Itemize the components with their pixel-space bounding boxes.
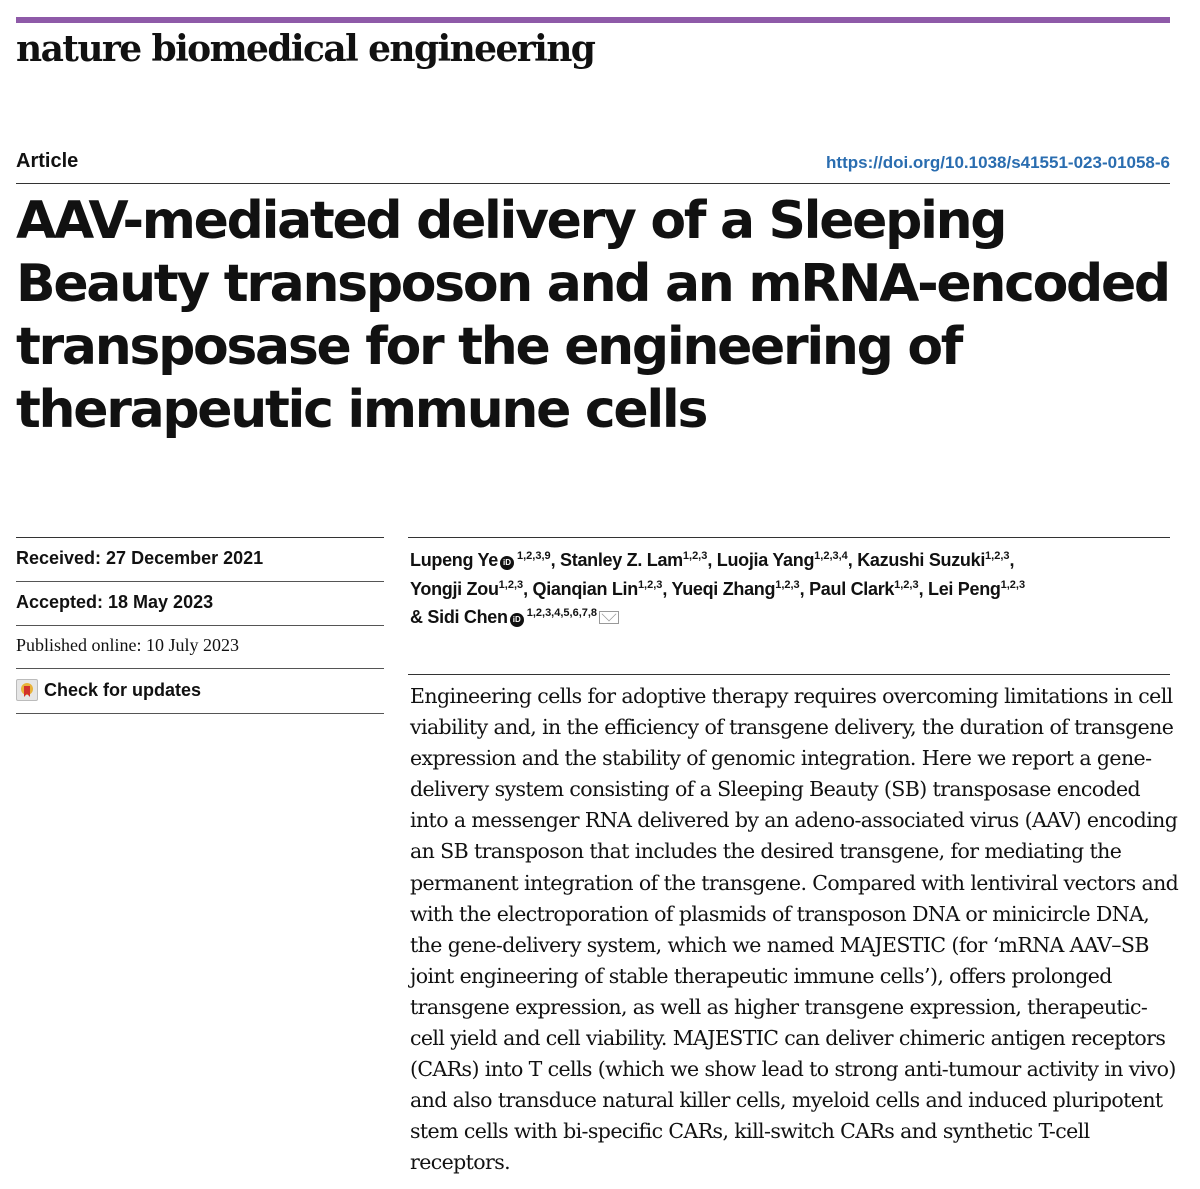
- author-affiliations[interactable]: 1,2,3,4,5,6,7,8: [526, 607, 598, 619]
- author-affiliations[interactable]: 1,2,3,9: [517, 550, 551, 562]
- meta-divider-top: [16, 537, 384, 538]
- author-item: [560, 550, 707, 570]
- author-item: [857, 550, 1009, 570]
- author-name[interactable]: Lupeng Ye: [410, 550, 498, 570]
- author-item: [928, 579, 1025, 599]
- author-affiliations[interactable]: 1,2,3: [682, 550, 708, 562]
- article-type-label: Article: [16, 150, 79, 172]
- author-separator: ,: [707, 550, 717, 570]
- author-affiliations[interactable]: 1,2,3: [1000, 578, 1026, 591]
- author-affiliations[interactable]: 1,2,3: [637, 578, 663, 591]
- mail-icon[interactable]: [599, 611, 619, 624]
- received-date: Received: 27 December 2021: [16, 548, 264, 568]
- meta-divider: [16, 625, 384, 626]
- author-name[interactable]: Yueqi Zhang: [671, 578, 776, 599]
- author-affiliations[interactable]: 1,2,3: [985, 550, 1010, 562]
- check-updates-icon: [16, 679, 38, 701]
- author-name[interactable]: Sidi Chen: [427, 607, 508, 627]
- published-date: Published online: 10 July 2023: [16, 635, 240, 655]
- author-item: [671, 579, 799, 599]
- author-item: [410, 579, 523, 599]
- author-affiliations[interactable]: 1,2,3,4: [814, 550, 848, 562]
- author-separator: ,: [918, 578, 928, 599]
- author-name[interactable]: Kazushi Suzuki: [857, 550, 986, 570]
- author-name[interactable]: Qianqian Lin: [532, 578, 638, 599]
- author-name[interactable]: Paul Clark: [809, 578, 895, 599]
- authors-divider-top: [408, 537, 1170, 538]
- header-divider: [16, 183, 1170, 184]
- author-name[interactable]: Luojia Yang: [716, 550, 815, 570]
- meta-divider: [16, 713, 384, 714]
- abstract-divider: [408, 674, 1170, 675]
- author-separator: ,: [799, 578, 810, 599]
- check-for-updates-button[interactable]: [16, 679, 201, 701]
- orcid-icon[interactable]: iD: [500, 556, 514, 570]
- author-name[interactable]: Stanley Z. Lam: [560, 550, 683, 570]
- author-separator: ,: [550, 550, 561, 570]
- author-separator: ,: [1009, 550, 1015, 570]
- orcid-icon[interactable]: iD: [510, 613, 524, 627]
- check-for-updates-label: Check for updates: [44, 679, 202, 700]
- meta-divider: [16, 581, 384, 582]
- journal-name[interactable]: nature biomedical engineering: [16, 28, 595, 70]
- author-affiliations[interactable]: 1,2,3: [775, 578, 800, 591]
- author-affiliations[interactable]: 1,2,3: [894, 578, 919, 591]
- doi-link[interactable]: https://doi.org/10.1038/s41551-023-01058-6: [826, 153, 1170, 172]
- author-separator: ,: [847, 550, 858, 570]
- author-name[interactable]: Lei Peng: [928, 578, 1001, 599]
- author-item: [717, 550, 848, 570]
- author-item: [809, 579, 919, 599]
- author-list: [410, 546, 1170, 632]
- author-name[interactable]: Yongji Zou: [410, 578, 499, 599]
- author-separator: ,: [523, 578, 533, 599]
- abstract-text: Engineering cells for adoptive therapy requires overcoming limitations in cell viability and, in the efficiency of transgene delivery, the duration of transgene expression and the stability of genomic integration. Here we report a gene-delivery system consisting of a Sleeping Beauty (SB) transposase encoded into a messenger RNA delivered by an adeno-associated virus (AAV) encoding an SB transposon that includes the desired transgene, for mediating the permanent integration of the transgene. Compared with lentiviral vectors and with the electroporation of plasmids of transposon DNA or minicircle DNA, the gene-delivery system, which we named MAJESTIC (for ‘mRNA AAV–SB joint engineering of stable therapeutic immune cells’), offers prolonged transgene expression, as well as higher transgene expression, therapeutic-cell yield and cell viability. MAJESTIC can deliver chimeric antigen receptors (CARs) into T cells (which we show lead to strong anti-tumour activity in vivo) and also transduce natural killer cells, myeloid cells and induced pluripotent stem cells with bi-specific CARs, kill-switch CARs and synthetic T-cell receptors.: [410, 684, 1179, 1175]
- author-item: [427, 607, 619, 627]
- accepted-date: Accepted: 18 May 2023: [16, 592, 214, 612]
- article-title: AAV-mediated delivery of a Sleeping Beauty transposon and an mRNA-encoded transposase for the engineering of therapeutic immune cells: [16, 191, 1169, 440]
- author-ampersand: &: [410, 607, 428, 627]
- meta-divider: [16, 668, 384, 669]
- author-separator: ,: [662, 578, 672, 599]
- author-affiliations[interactable]: 1,2,3: [498, 578, 524, 591]
- author-item: [410, 550, 551, 570]
- journal-accent-bar: [16, 17, 1170, 23]
- author-item: [533, 579, 663, 599]
